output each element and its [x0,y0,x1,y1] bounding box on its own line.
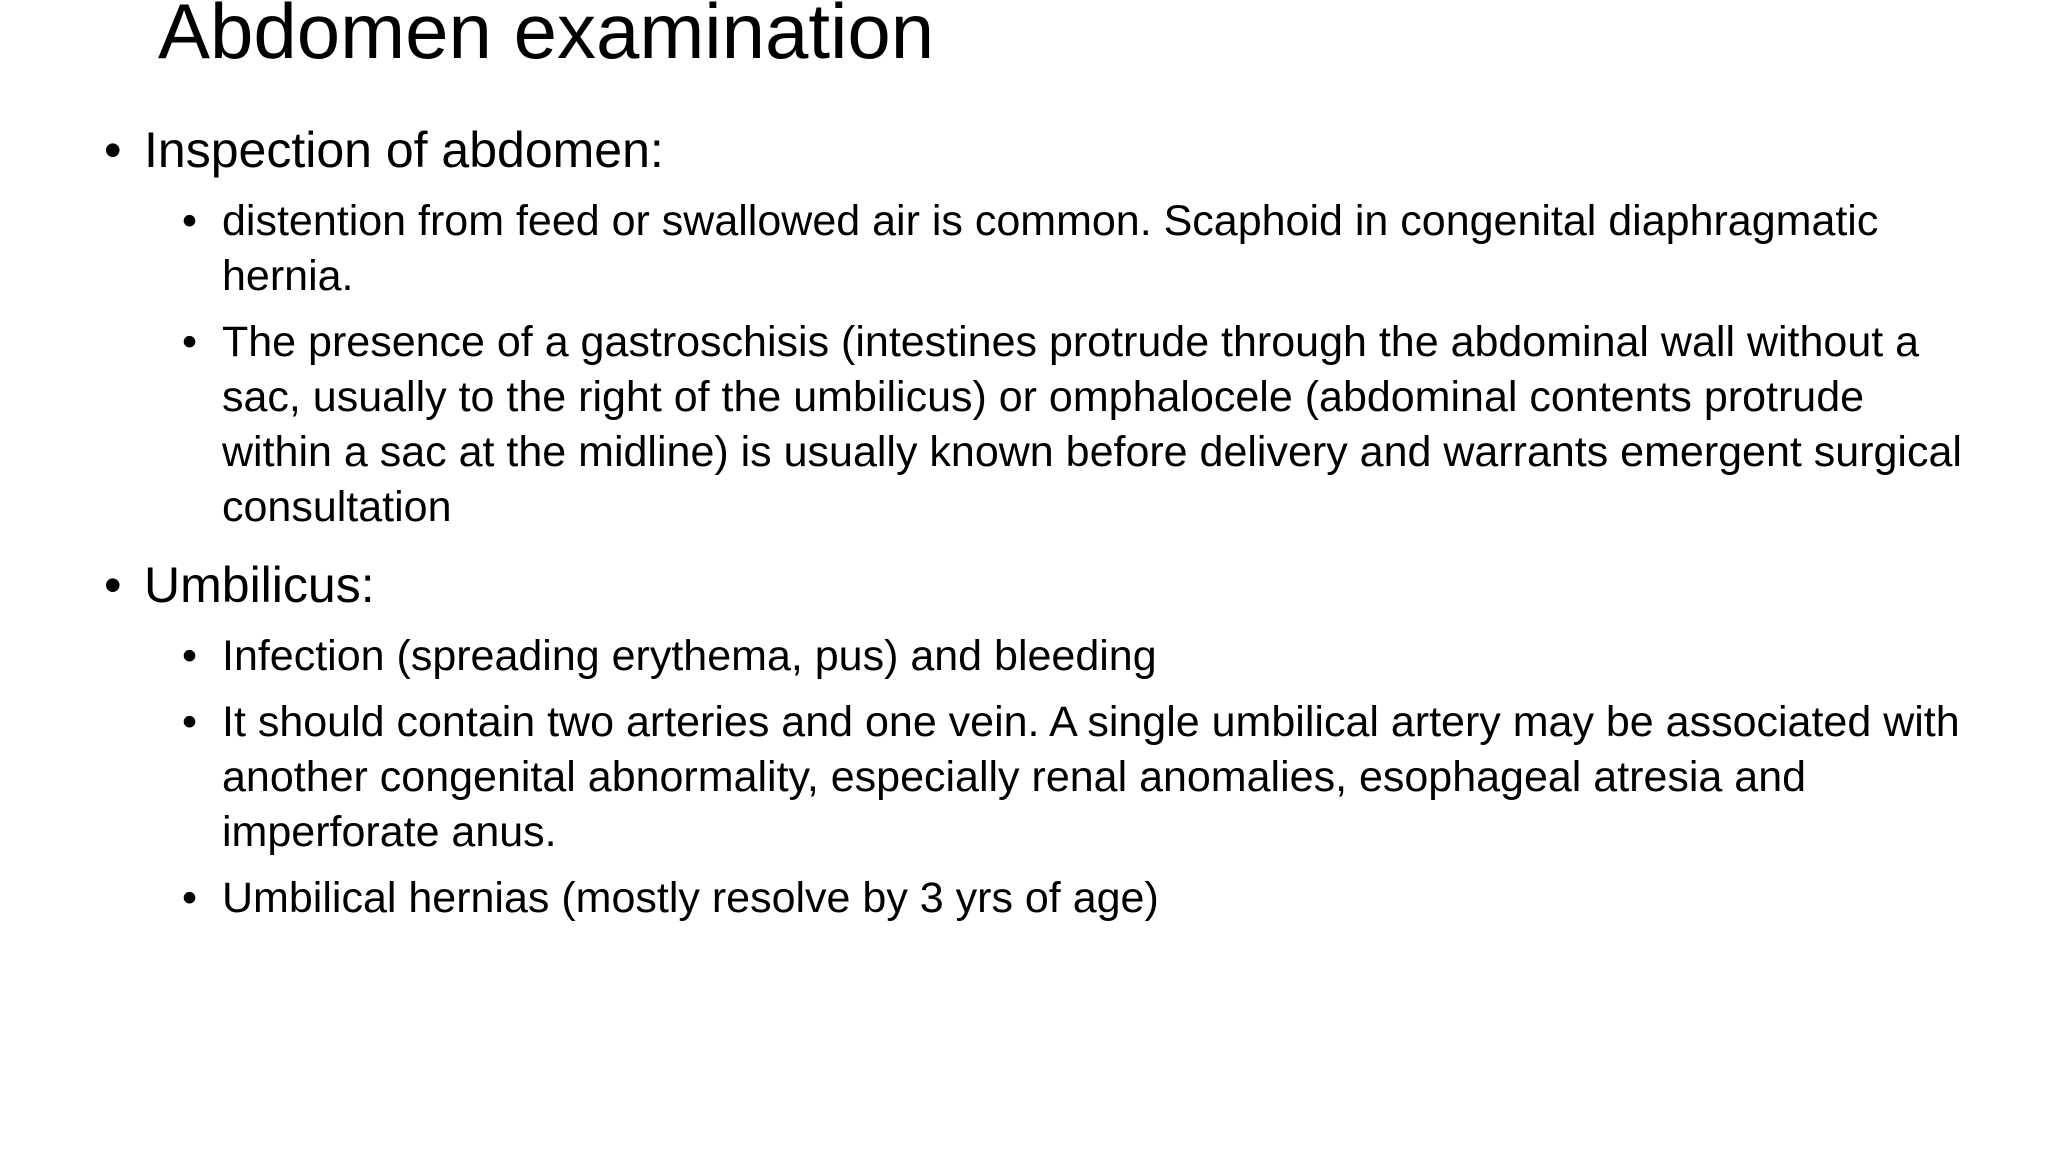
section-heading-label: Umbilicus: [144,557,375,613]
inspection-item-list [104,194,1964,535]
list-item [104,695,1962,860]
list-item-text: distention from feed or swallowed air is common. Scaphoid in congenital diaphragmatic hernia. [222,197,1879,300]
slide-content [104,118,1964,944]
bullet-icon: • [182,874,198,922]
list-item [104,871,1962,926]
list-item-text: The presence of a gastroschisis (intestines protrude through the abdominal wall without a sac, usually to the right of the umbilicus) or omphalocele (abdominal contents protrude within a sac at the midline) is usually known before delivery and warrants emergent surgical consultation [222,318,1962,531]
section-heading-inspection [104,118,1964,182]
bullet-icon: • [182,197,198,245]
bullet-icon: • [104,557,122,613]
list-item [104,629,1962,684]
list-item [104,194,1962,304]
bullet-icon: • [182,318,198,366]
bullet-icon: • [182,698,198,746]
list-item [104,315,1962,535]
section-heading-label: Inspection of abdomen: [144,122,664,178]
list-item-text: Umbilical hernias (mostly resolve by 3 yrs of age) [222,874,1159,922]
list-item-text: Infection (spreading erythema, pus) and bleeding [222,632,1157,680]
bullet-icon: • [182,632,198,680]
slide-title: Abdomen examination [158,0,935,75]
section-heading-umbilicus [104,553,1964,617]
umbilicus-item-list [104,629,1964,926]
bullet-icon: • [104,122,122,178]
list-item-text: It should contain two arteries and one vein. A single umbilical artery may be associated with another congenital abnormality, especially renal anomalies, esophageal atresia and imperforate anus. [222,698,1960,856]
